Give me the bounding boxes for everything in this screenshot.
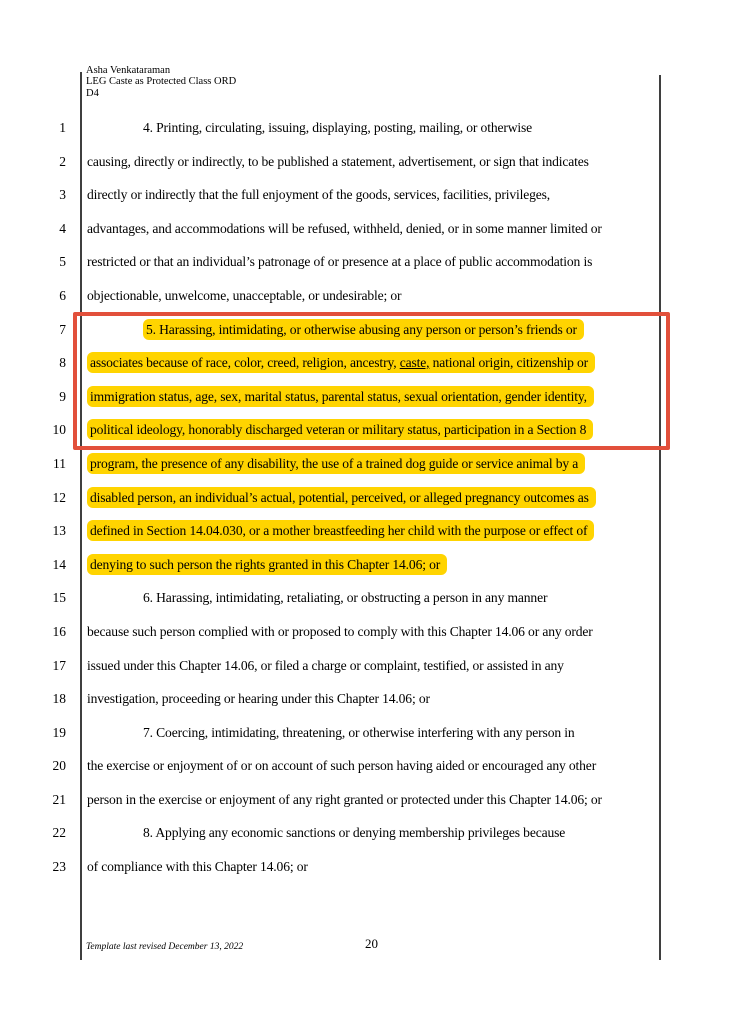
text-segment: 6. Harassing, intimidating, retaliating, or obstructing a person in any manner — [143, 590, 548, 606]
text-segment: 8. Applying any economic sanctions or denying membership privileges because — [143, 825, 566, 841]
line-text — [87, 783, 602, 817]
document-line — [0, 481, 700, 515]
header-version: D4 — [86, 87, 99, 99]
text-segment: person in the exercise or enjoyment of any right granted or protected under this Chapter 14.06; or — [87, 791, 602, 807]
line-number: 18 — [52, 691, 66, 707]
highlighted-text — [87, 453, 585, 474]
line-number: 14 — [52, 556, 66, 572]
text-segment: associates because of race, color, creed, religion, ancestry, — [90, 355, 400, 371]
line-text — [87, 245, 592, 279]
line-number: 23 — [52, 859, 66, 875]
highlighted-text — [87, 554, 447, 575]
page-number: 20 — [365, 936, 378, 951]
line-number: 17 — [52, 657, 66, 673]
footer-revision-note: Template last revised December 13, 2022 — [86, 942, 244, 952]
text-segment: 7. Coercing, intimidating, threatening, or otherwise interfering with any person in — [143, 724, 575, 740]
highlighted-text — [87, 520, 594, 541]
text-segment: immigration status, age, sex, marital status, parental status, sexual orientation, gender identity, — [90, 388, 587, 404]
line-text — [87, 749, 596, 783]
line-number: 12 — [52, 489, 66, 505]
line-text — [87, 111, 532, 145]
text-segment: of compliance with this Chapter 14.06; or — [87, 859, 308, 875]
line-number: 13 — [52, 523, 66, 539]
text-segment: restricted or that an individual’s patronage of or presence at a place of public accommodation is — [87, 254, 593, 270]
highlighted-text — [87, 487, 596, 508]
line-number: 11 — [53, 455, 66, 471]
line-number: 8 — [59, 355, 66, 371]
text-segment: 4. Printing, circulating, issuing, displaying, posting, mailing, or otherwise — [143, 120, 533, 135]
document-line — [0, 749, 700, 783]
text-segment: denying to such person the rights granted in this Chapter 14.06; or — [90, 556, 441, 572]
line-number: 3 — [59, 187, 66, 203]
line-text — [87, 581, 547, 615]
document-line — [0, 111, 700, 145]
text-segment: investigation, proceeding or hearing under this Chapter 14.06; or — [87, 691, 430, 707]
text-segment: issued under this Chapter 14.06, or filed a charge or complaint, testified, or assisted in any — [87, 657, 564, 673]
line-number: 9 — [59, 388, 66, 404]
text-segment: the exercise or enjoyment of or on account of such person having aided or encouraged any other — [87, 758, 597, 774]
text-segment: defined in Section 14.04.030, or a mother breastfeeding her child with the purpose or effect of — [90, 523, 588, 539]
document-line — [0, 816, 700, 850]
document-line — [0, 682, 700, 716]
line-number: 19 — [52, 724, 66, 740]
document-line — [0, 514, 700, 548]
document-lines — [0, 111, 700, 884]
line-number: 4 — [59, 220, 66, 236]
document-header — [86, 65, 236, 99]
text-segment: causing, directly or indirectly, to be published a statement, advertisement, or sign that indicates — [87, 153, 589, 169]
document-line — [0, 649, 700, 683]
line-number: 22 — [52, 825, 66, 841]
text-segment: directly or indirectly that the full enjoyment of the goods, services, facilities, privileges, — [87, 187, 551, 203]
line-number: 5 — [59, 254, 66, 270]
line-number: 21 — [52, 791, 66, 807]
document-line — [0, 145, 700, 179]
document-line — [0, 178, 700, 212]
document-line — [0, 716, 700, 750]
document-line — [0, 245, 700, 279]
text-segment: advantages, and accommodations will be refused, withheld, denied, or in some manner limited or — [87, 220, 602, 236]
line-text — [87, 279, 401, 313]
document-line — [0, 279, 700, 313]
line-text — [87, 816, 565, 850]
document-line — [0, 850, 700, 884]
line-text — [87, 716, 575, 750]
line-number: 2 — [59, 153, 66, 169]
underlined-text: caste, — [399, 355, 430, 371]
document-line — [0, 447, 700, 481]
text-segment: disabled person, an individual’s actual, potential, perceived, or alleged pregnancy outcomes as — [90, 489, 589, 505]
document-line — [0, 783, 700, 817]
document-line — [0, 212, 700, 246]
line-text — [87, 615, 593, 649]
line-text — [87, 178, 550, 212]
line-number: 15 — [52, 590, 66, 606]
line-text — [87, 649, 564, 683]
line-number: 10 — [52, 422, 66, 438]
document-line — [0, 548, 700, 582]
line-text — [87, 447, 585, 481]
line-number: 20 — [52, 758, 66, 774]
header-author: Asha Venkataraman — [86, 65, 171, 76]
text-segment: because such person complied with or proposed to comply with this Chapter 14.06 or any order — [87, 623, 593, 639]
line-text — [87, 850, 308, 884]
text-segment: 5. Harassing, intimidating, or otherwise abusing any person or person’s friends or — [146, 321, 577, 337]
line-number: 7 — [59, 321, 66, 337]
line-text — [87, 514, 594, 548]
document-line — [0, 615, 700, 649]
line-text — [87, 548, 447, 582]
text-segment: political ideology, honorably discharged veteran or military status, participation in a Section 8 — [90, 422, 587, 438]
line-text — [87, 481, 596, 515]
document-line — [0, 581, 700, 615]
line-text — [87, 212, 602, 246]
header-doc-title: LEG Caste as Protected Class ORD — [86, 76, 237, 88]
line-number: 1 — [59, 120, 66, 135]
text-segment: program, the presence of any disability, the use of a trained dog guide or service animal by a — [90, 455, 579, 471]
line-text — [87, 145, 589, 179]
line-number: 6 — [59, 287, 66, 303]
line-text — [87, 682, 430, 716]
line-number: 16 — [52, 623, 66, 639]
red-annotation-rectangle — [73, 312, 670, 450]
text-segment: objectionable, unwelcome, unacceptable, or undesirable; or — [87, 287, 402, 303]
text-segment: national origin, citizenship or — [429, 355, 589, 371]
